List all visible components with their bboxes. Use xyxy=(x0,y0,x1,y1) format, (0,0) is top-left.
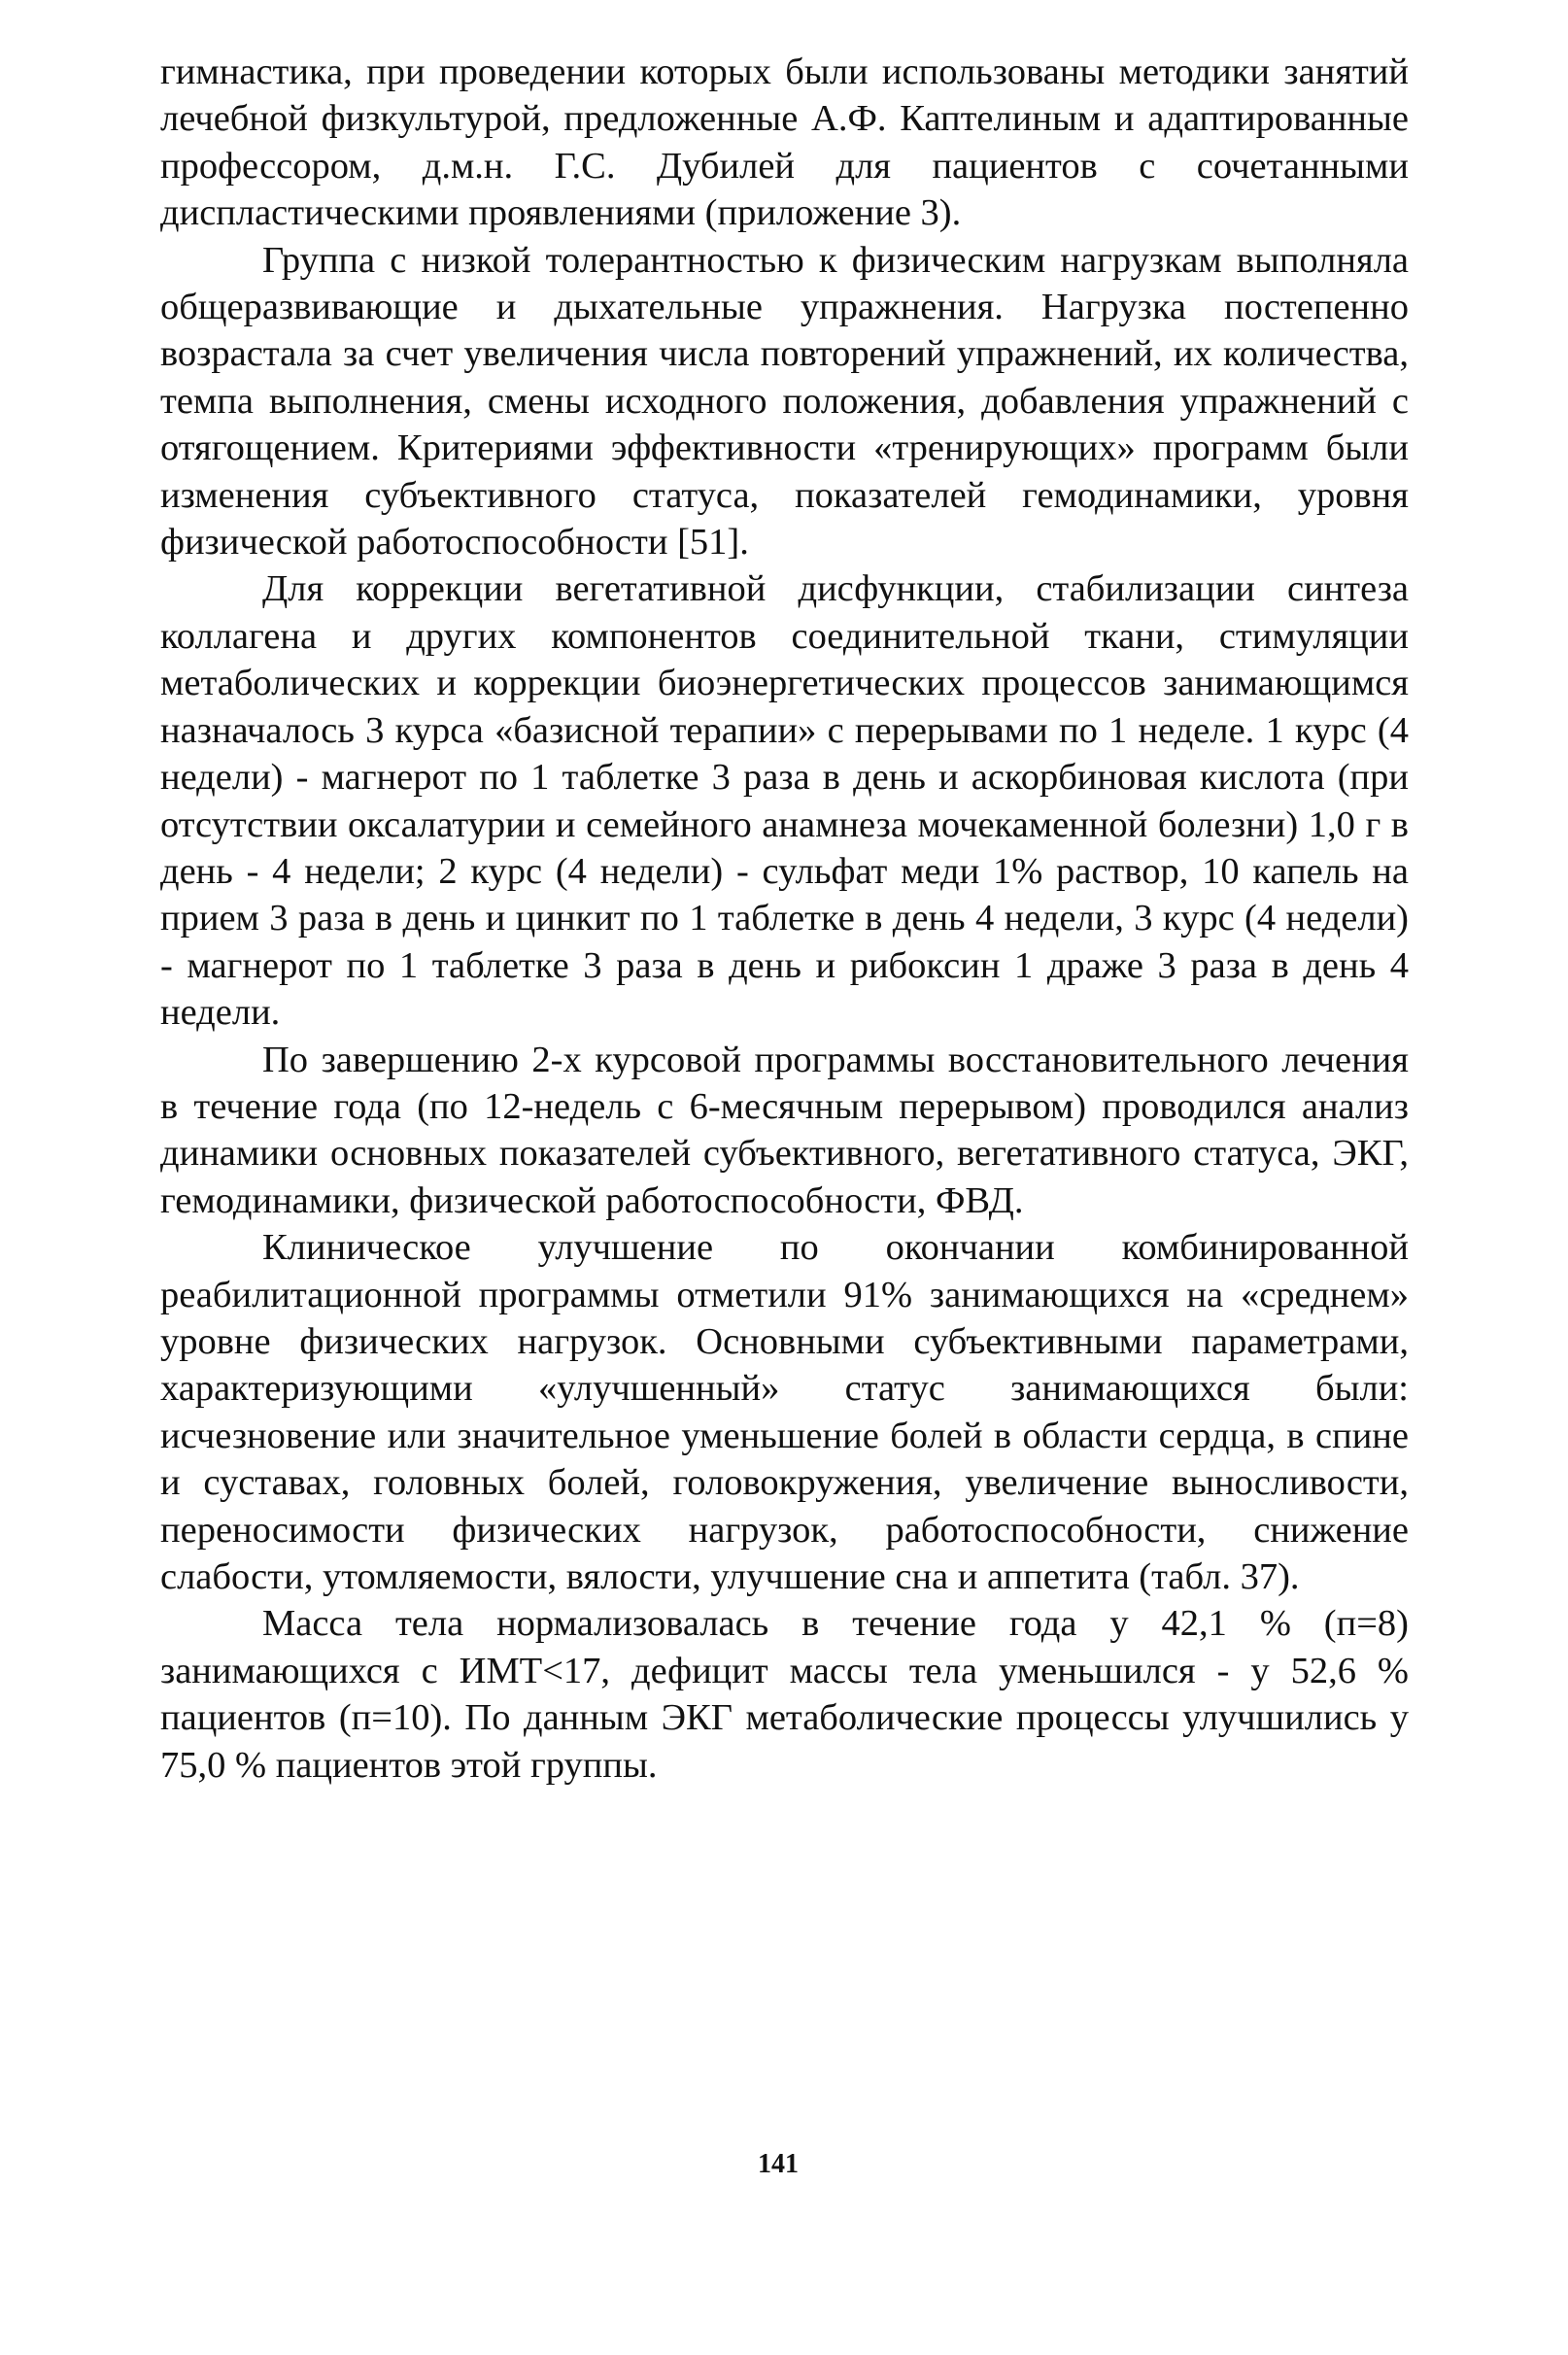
paragraph-clinical-improvement: Клиническое улучшение по окончании комбинированной реабилитационной программы отметили 91% занимающихся на «среднем» уровне физических нагрузок. Основными субъективными параметрами, характеризующими «улучшенный» статус занимающихся были: исчезновение или значительное уменьшение болей в области сердца, в спине и суставах, головных болей, головокружения, увеличение выносливости, переносимости физических нагрузок, работоспособности, снижение слабости, утомляемости, вялости, улучшение сна и аппетита (табл. 37). xyxy=(160,1227,1409,1597)
body-text xyxy=(160,49,1409,1789)
paragraph-low-tolerance-group: Группа с низкой толерантностью к физическим нагрузкам выполняла общеразвивающие и дыхательные упражнения. Нагрузка постепенно возрастала за счет увеличения числа повторений упражнений, их количества, темпа выполнения, смены исходного положения, добавления упражнений с отягощением. Критериями эффективности «тренирующих» программ были изменения субъективного статуса, показателей гемодинамики, уровня физической работоспособности [51]. xyxy=(160,239,1409,563)
paragraph-body-mass: Масса тела нормализовалась в течение года у 42,1 % (п=8) занимающихся с ИМТ<17, дефицит массы тела уменьшился - у 52,6 % пациентов (п=10). По данным ЭКГ метаболические процессы улучшились у 75,0 % пациентов этой группы. xyxy=(160,1603,1409,1786)
paragraph-continuation: гимнастика, при проведении которых были использованы методики занятий лечебной физкультурой, предложенные А.Ф. Каптелиным и адаптированные профессором, д.м.н. Г.С. Дубилей для пациентов с сочетанными диспластическими проявлениями (приложение 3). xyxy=(160,51,1409,234)
paragraph-basic-therapy: Для коррекции вегетативной дисфункции, стабилизации синтеза коллагена и других компонентов соединительной ткани, стимуляции метаболических и коррекции биоэнергетических процессов занимающимся назначалось 3 курса «базисной терапии» с перерывами по 1 неделе. 1 курс (4 недели) - магнерот по 1 таблетке 3 раза в день и аскорбиновая кислота (при отсутствии оксалатурии и семейного анамнеза мочекаменной болезни) 1,0 г в день - 4 недели; 2 курс (4 недели) - сульфат меди 1% раствор, 10 капель на прием 3 раза в день и цинкит по 1 таблетке в день 4 недели, 3 курс (4 недели) - магнерот по 1 таблетке 3 раза в день и рибоксин 1 драже 3 раза в день 4 недели. xyxy=(160,568,1409,1034)
page-number: 141 xyxy=(758,2149,799,2179)
paragraph-dynamics-analysis: По завершению 2-х курсовой программы восстановительного лечения в течение года (по 12-недель с 6-месячным перерывом) проводился анализ динамики основных показателей субъективного, вегетативного статуса, ЭКГ, гемодинамики, физической работоспособности, ФВД. xyxy=(160,1039,1409,1221)
